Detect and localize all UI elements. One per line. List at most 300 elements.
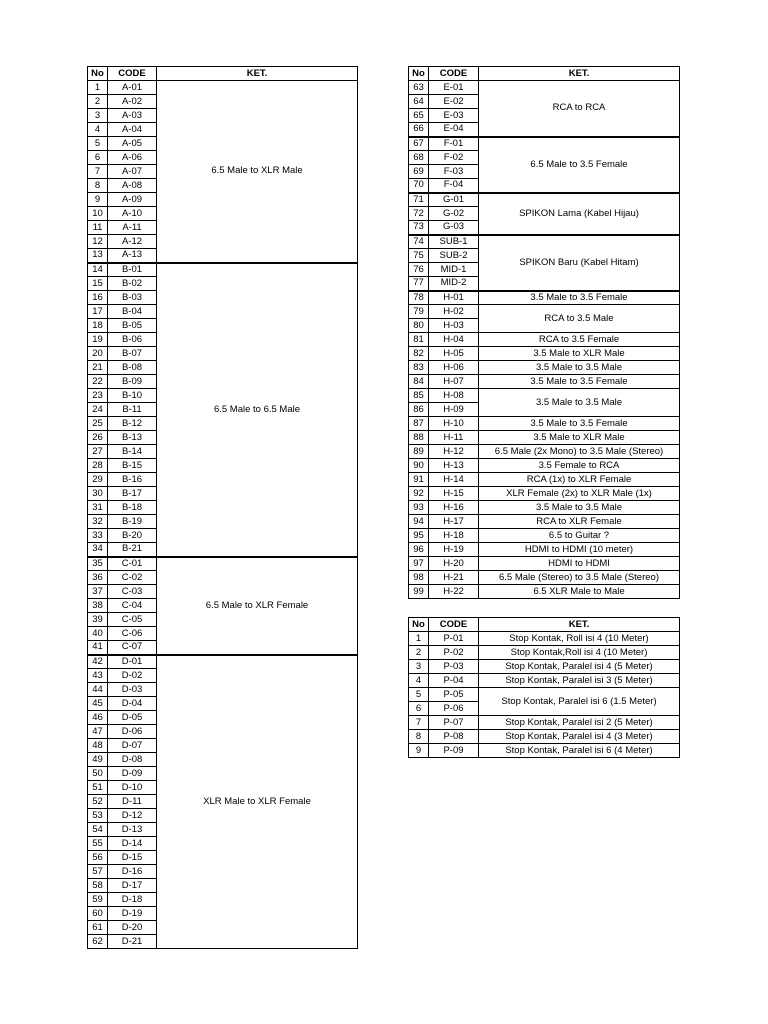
row-description: SPIKON Lama (Kabel Hijau) [479, 193, 680, 235]
table-row [409, 487, 680, 501]
row-number: 77 [409, 277, 429, 291]
row-code: B-13 [108, 431, 157, 445]
row-code: G-02 [429, 207, 479, 221]
table-row [409, 291, 680, 305]
row-number: 67 [409, 137, 429, 151]
row-number: 33 [88, 529, 108, 543]
row-number: 3 [88, 109, 108, 123]
row-number: 34 [88, 543, 108, 557]
row-code: A-09 [108, 193, 157, 207]
row-description: 6.5 Male to 6.5 Male [157, 263, 358, 557]
row-description: SPIKON Baru (Kabel Hitam) [479, 235, 680, 291]
row-number: 64 [409, 95, 429, 109]
row-number: 79 [409, 305, 429, 319]
row-number: 41 [88, 641, 108, 655]
table-row [409, 417, 680, 431]
row-number: 49 [88, 753, 108, 767]
row-number: 85 [409, 389, 429, 403]
row-code: E-03 [429, 109, 479, 123]
row-code: SUB-1 [429, 235, 479, 249]
table-row [88, 655, 358, 669]
table-row [409, 674, 680, 688]
row-number: 91 [409, 473, 429, 487]
row-code: B-07 [108, 347, 157, 361]
row-code: B-10 [108, 389, 157, 403]
table-row [409, 473, 680, 487]
row-code: P-07 [429, 716, 479, 730]
table-row [88, 557, 358, 571]
row-number: 40 [88, 627, 108, 641]
row-code: B-16 [108, 473, 157, 487]
row-description: 3.5 Male to XLR Male [479, 431, 680, 445]
row-number: 52 [88, 795, 108, 809]
table-row [88, 263, 358, 277]
row-number: 55 [88, 837, 108, 851]
table-row [409, 137, 680, 151]
row-code: B-19 [108, 515, 157, 529]
row-description: 3.5 Male to XLR Male [479, 347, 680, 361]
row-number: 66 [409, 123, 429, 137]
row-code: P-06 [429, 702, 479, 716]
row-code: D-16 [108, 865, 157, 879]
row-number: 76 [409, 263, 429, 277]
row-code: D-17 [108, 879, 157, 893]
row-description: 6.5 Male to XLR Male [157, 81, 358, 263]
table-row [409, 585, 680, 599]
row-description: 3.5 Male to 3.5 Female [479, 291, 680, 305]
row-code: C-05 [108, 613, 157, 627]
ket-header: KET. [479, 67, 680, 81]
row-description: HDMI to HDMI [479, 557, 680, 571]
row-number: 87 [409, 417, 429, 431]
row-code: H-11 [429, 431, 479, 445]
row-number: 5 [88, 137, 108, 151]
row-number: 18 [88, 319, 108, 333]
row-number: 70 [409, 179, 429, 193]
row-number: 88 [409, 431, 429, 445]
table-row [409, 632, 680, 646]
row-code: B-15 [108, 459, 157, 473]
row-number: 19 [88, 333, 108, 347]
row-description: RCA to RCA [479, 81, 680, 137]
row-number: 46 [88, 711, 108, 725]
row-code: E-02 [429, 95, 479, 109]
table-row [409, 333, 680, 347]
row-number: 37 [88, 585, 108, 599]
row-number: 24 [88, 403, 108, 417]
row-code: H-20 [429, 557, 479, 571]
row-code: H-08 [429, 389, 479, 403]
row-number: 81 [409, 333, 429, 347]
row-description: 3.5 Male to 3.5 Female [479, 417, 680, 431]
row-number: 51 [88, 781, 108, 795]
table-row [409, 431, 680, 445]
row-number: 5 [409, 688, 429, 702]
row-code: B-01 [108, 263, 157, 277]
row-number: 89 [409, 445, 429, 459]
row-number: 2 [409, 646, 429, 660]
table-row [409, 688, 680, 702]
table-row [409, 389, 680, 403]
row-number: 84 [409, 375, 429, 389]
row-code: G-01 [429, 193, 479, 207]
table-row [409, 347, 680, 361]
row-number: 16 [88, 291, 108, 305]
row-code: B-21 [108, 543, 157, 557]
row-number: 47 [88, 725, 108, 739]
row-number: 80 [409, 319, 429, 333]
row-number: 50 [88, 767, 108, 781]
row-number: 90 [409, 459, 429, 473]
row-code: H-21 [429, 571, 479, 585]
row-number: 36 [88, 571, 108, 585]
row-code: P-03 [429, 660, 479, 674]
row-code: A-13 [108, 249, 157, 263]
row-code: D-13 [108, 823, 157, 837]
row-number: 72 [409, 207, 429, 221]
row-code: A-06 [108, 151, 157, 165]
row-code: A-11 [108, 221, 157, 235]
row-code: D-20 [108, 921, 157, 935]
row-code: F-02 [429, 151, 479, 165]
row-code: D-07 [108, 739, 157, 753]
row-code: A-07 [108, 165, 157, 179]
row-code: B-18 [108, 501, 157, 515]
table-row [88, 81, 358, 95]
row-code: C-04 [108, 599, 157, 613]
row-number: 1 [88, 81, 108, 95]
row-number: 8 [88, 179, 108, 193]
row-number: 39 [88, 613, 108, 627]
row-description: RCA to 3.5 Male [479, 305, 680, 333]
row-description: 3.5 Male to 3.5 Male [479, 389, 680, 417]
row-number: 4 [88, 123, 108, 137]
row-code: P-01 [429, 632, 479, 646]
row-code: H-17 [429, 515, 479, 529]
row-code: A-05 [108, 137, 157, 151]
row-code: A-04 [108, 123, 157, 137]
row-code: F-03 [429, 165, 479, 179]
row-number: 73 [409, 221, 429, 235]
row-code: D-21 [108, 935, 157, 949]
row-number: 25 [88, 417, 108, 431]
row-code: B-14 [108, 445, 157, 459]
row-number: 29 [88, 473, 108, 487]
row-code: C-02 [108, 571, 157, 585]
row-number: 12 [88, 235, 108, 249]
table-row [409, 730, 680, 744]
row-code: P-08 [429, 730, 479, 744]
row-code: H-22 [429, 585, 479, 599]
row-description: 6.5 Male to XLR Female [157, 557, 358, 655]
row-number: 71 [409, 193, 429, 207]
row-number: 98 [409, 571, 429, 585]
row-code: A-02 [108, 95, 157, 109]
code-header: CODE [429, 618, 479, 632]
row-number: 21 [88, 361, 108, 375]
row-code: D-15 [108, 851, 157, 865]
row-code: MID-1 [429, 263, 479, 277]
row-code: MID-2 [429, 277, 479, 291]
row-number: 42 [88, 655, 108, 669]
row-description: Stop Kontak, Paralel isi 4 (3 Meter) [479, 730, 680, 744]
row-description: RCA (1x) to XLR Female [479, 473, 680, 487]
row-description: 3.5 Male to 3.5 Male [479, 361, 680, 375]
row-number: 20 [88, 347, 108, 361]
row-number: 43 [88, 669, 108, 683]
row-number: 22 [88, 375, 108, 389]
row-number: 86 [409, 403, 429, 417]
row-code: A-08 [108, 179, 157, 193]
row-number: 10 [88, 207, 108, 221]
row-number: 38 [88, 599, 108, 613]
row-code: F-04 [429, 179, 479, 193]
row-description: XLR Female (2x) to XLR Male (1x) [479, 487, 680, 501]
table-row [409, 445, 680, 459]
row-code: B-08 [108, 361, 157, 375]
row-code: H-12 [429, 445, 479, 459]
row-number: 92 [409, 487, 429, 501]
row-code: B-02 [108, 277, 157, 291]
table-row [409, 235, 680, 249]
table-row [409, 193, 680, 207]
row-number: 94 [409, 515, 429, 529]
row-number: 93 [409, 501, 429, 515]
row-code: H-06 [429, 361, 479, 375]
row-number: 7 [88, 165, 108, 179]
row-code: D-01 [108, 655, 157, 669]
row-code: H-05 [429, 347, 479, 361]
row-code: A-01 [108, 81, 157, 95]
table-row [409, 81, 680, 95]
row-number: 69 [409, 165, 429, 179]
row-description: RCA to XLR Female [479, 515, 680, 529]
row-code: B-05 [108, 319, 157, 333]
row-number: 14 [88, 263, 108, 277]
table-row [409, 557, 680, 571]
left-inventory-table [87, 66, 358, 949]
row-code: B-11 [108, 403, 157, 417]
row-code: H-16 [429, 501, 479, 515]
table-row [409, 361, 680, 375]
row-description: Stop Kontak, Paralel isi 6 (1.5 Meter) [479, 688, 680, 716]
row-code: F-01 [429, 137, 479, 151]
table-row [409, 375, 680, 389]
row-code: H-10 [429, 417, 479, 431]
row-code: B-09 [108, 375, 157, 389]
row-number: 15 [88, 277, 108, 291]
ket-header: KET. [479, 618, 680, 632]
row-code: B-12 [108, 417, 157, 431]
row-number: 44 [88, 683, 108, 697]
row-description: Stop Kontak, Roll isi 4 (10 Meter) [479, 632, 680, 646]
row-description: HDMI to HDMI (10 meter) [479, 543, 680, 557]
row-description: Stop Kontak, Paralel isi 4 (5 Meter) [479, 660, 680, 674]
ket-header: KET. [157, 67, 358, 81]
row-description: Stop Kontak,Roll isi 4 (10 Meter) [479, 646, 680, 660]
row-code: SUB-2 [429, 249, 479, 263]
row-number: 45 [88, 697, 108, 711]
row-number: 17 [88, 305, 108, 319]
table-row [409, 515, 680, 529]
row-code: P-02 [429, 646, 479, 660]
row-code: C-06 [108, 627, 157, 641]
row-code: C-03 [108, 585, 157, 599]
table-row [409, 571, 680, 585]
row-number: 23 [88, 389, 108, 403]
row-number: 2 [88, 95, 108, 109]
row-code: B-20 [108, 529, 157, 543]
row-description: 6.5 to Guitar ? [479, 529, 680, 543]
row-number: 26 [88, 431, 108, 445]
code-header: CODE [429, 67, 479, 81]
row-code: D-10 [108, 781, 157, 795]
row-number: 31 [88, 501, 108, 515]
row-description: 3.5 Female to RCA [479, 459, 680, 473]
row-code: H-04 [429, 333, 479, 347]
row-number: 30 [88, 487, 108, 501]
row-code: H-07 [429, 375, 479, 389]
row-code: D-14 [108, 837, 157, 851]
row-code: H-15 [429, 487, 479, 501]
row-number: 6 [409, 702, 429, 716]
row-code: H-03 [429, 319, 479, 333]
row-code: D-18 [108, 893, 157, 907]
table-row [409, 716, 680, 730]
row-number: 62 [88, 935, 108, 949]
row-description: XLR Male to XLR Female [157, 655, 358, 949]
row-number: 27 [88, 445, 108, 459]
row-description: 3.5 Male to 3.5 Female [479, 375, 680, 389]
row-number: 99 [409, 585, 429, 599]
row-code: D-08 [108, 753, 157, 767]
row-number: 3 [409, 660, 429, 674]
right-table-body [409, 81, 680, 599]
no-header: No [409, 67, 429, 81]
row-code: P-05 [429, 688, 479, 702]
table-row [409, 660, 680, 674]
row-description: 6.5 XLR Male to Male [479, 585, 680, 599]
row-code: H-14 [429, 473, 479, 487]
row-number: 61 [88, 921, 108, 935]
row-code: H-13 [429, 459, 479, 473]
row-number: 74 [409, 235, 429, 249]
row-description: 6.5 Male (2x Mono) to 3.5 Male (Stereo) [479, 445, 680, 459]
row-code: H-01 [429, 291, 479, 305]
row-number: 48 [88, 739, 108, 753]
row-code: B-03 [108, 291, 157, 305]
row-code: B-04 [108, 305, 157, 319]
row-code: E-04 [429, 123, 479, 137]
row-code: D-11 [108, 795, 157, 809]
row-number: 9 [88, 193, 108, 207]
row-code: D-12 [108, 809, 157, 823]
table-row [409, 646, 680, 660]
row-description: Stop Kontak, Paralel isi 6 (4 Meter) [479, 744, 680, 758]
row-number: 28 [88, 459, 108, 473]
row-number: 65 [409, 109, 429, 123]
row-code: G-03 [429, 221, 479, 235]
row-description: 3.5 Male to 3.5 Male [479, 501, 680, 515]
table-row [409, 744, 680, 758]
row-number: 59 [88, 893, 108, 907]
row-code: D-04 [108, 697, 157, 711]
row-number: 7 [409, 716, 429, 730]
table-row [409, 543, 680, 557]
row-code: D-05 [108, 711, 157, 725]
table-row [409, 529, 680, 543]
row-code: B-17 [108, 487, 157, 501]
row-code: C-01 [108, 557, 157, 571]
row-number: 11 [88, 221, 108, 235]
row-number: 60 [88, 907, 108, 921]
row-description: 6.5 Male (Stereo) to 3.5 Male (Stereo) [479, 571, 680, 585]
no-header: No [409, 618, 429, 632]
row-number: 57 [88, 865, 108, 879]
row-number: 95 [409, 529, 429, 543]
row-code: D-09 [108, 767, 157, 781]
row-code: D-06 [108, 725, 157, 739]
row-code: H-09 [429, 403, 479, 417]
table-row [409, 501, 680, 515]
table-row [409, 459, 680, 473]
row-number: 32 [88, 515, 108, 529]
row-number: 96 [409, 543, 429, 557]
row-description: 6.5 Male to 3.5 Female [479, 137, 680, 193]
row-number: 9 [409, 744, 429, 758]
row-description: Stop Kontak, Paralel isi 2 (5 Meter) [479, 716, 680, 730]
row-number: 58 [88, 879, 108, 893]
row-description: RCA to 3.5 Female [479, 333, 680, 347]
left-table-body [88, 81, 358, 949]
row-number: 75 [409, 249, 429, 263]
row-code: D-03 [108, 683, 157, 697]
row-number: 6 [88, 151, 108, 165]
row-number: 35 [88, 557, 108, 571]
row-number: 78 [409, 291, 429, 305]
row-code: H-18 [429, 529, 479, 543]
row-code: H-02 [429, 305, 479, 319]
power-strip-table-body [409, 632, 680, 758]
row-code: E-01 [429, 81, 479, 95]
row-number: 1 [409, 632, 429, 646]
code-header: CODE [108, 67, 157, 81]
row-code: A-12 [108, 235, 157, 249]
row-description: Stop Kontak, Paralel isi 3 (5 Meter) [479, 674, 680, 688]
table-row [409, 305, 680, 319]
row-code: D-19 [108, 907, 157, 921]
row-code: P-09 [429, 744, 479, 758]
row-number: 56 [88, 851, 108, 865]
row-number: 82 [409, 347, 429, 361]
row-number: 13 [88, 249, 108, 263]
row-code: P-04 [429, 674, 479, 688]
row-number: 54 [88, 823, 108, 837]
row-number: 63 [409, 81, 429, 95]
row-code: A-03 [108, 109, 157, 123]
row-number: 83 [409, 361, 429, 375]
row-number: 68 [409, 151, 429, 165]
row-number: 97 [409, 557, 429, 571]
row-code: A-10 [108, 207, 157, 221]
no-header: No [88, 67, 108, 81]
row-number: 8 [409, 730, 429, 744]
row-code: B-06 [108, 333, 157, 347]
row-number: 4 [409, 674, 429, 688]
power-strip-table [408, 617, 680, 758]
row-code: C-07 [108, 641, 157, 655]
row-code: H-19 [429, 543, 479, 557]
